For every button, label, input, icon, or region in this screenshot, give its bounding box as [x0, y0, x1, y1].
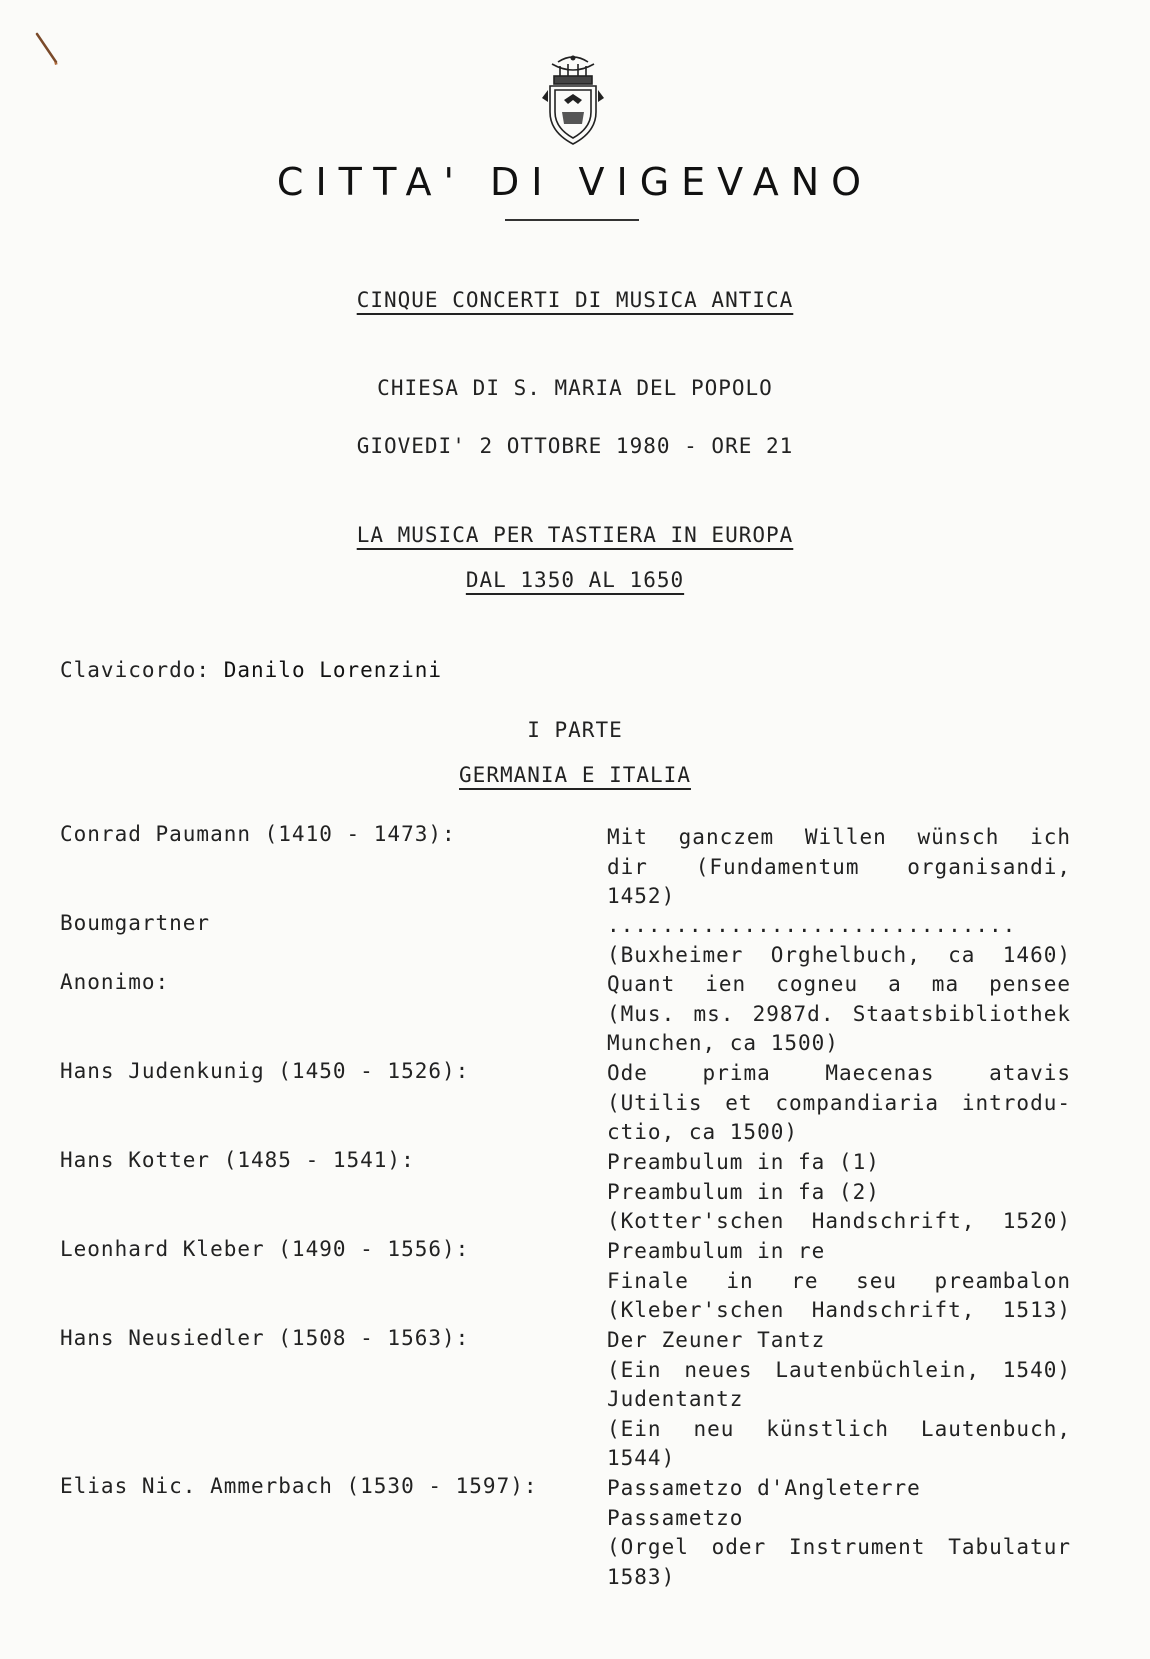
- work-line: (Kotter'schen Handschrift, 1520): [607, 1209, 1071, 1233]
- work-line: Preambulum in fa (1): [607, 1150, 880, 1174]
- composer-name: Anonimo:: [60, 970, 170, 994]
- composer-name: Leonhard Kleber (1490 - 1556):: [60, 1237, 470, 1261]
- composer-name: Boumgartner: [60, 911, 211, 935]
- work-line: 1583): [607, 1564, 676, 1589]
- series-title: CINQUE CONCERTI DI MUSICA ANTICA: [356, 288, 794, 312]
- work-list: [607, 1059, 1071, 1148]
- part-heading: I PARTE: [527, 718, 623, 742]
- venue: CHIESA DI S. MARIA DEL POPOLO: [377, 376, 773, 400]
- work-list: [607, 970, 1071, 1059]
- work-line: Finale in re seu preambalon: [607, 1268, 1071, 1293]
- work-list: [607, 1474, 1071, 1592]
- work-line: Quant ien cogneu a ma pensee: [607, 972, 1071, 996]
- work-line: (Orgel oder Instrument Tabulatur: [607, 1535, 1071, 1559]
- work-line: Passametzo: [607, 1505, 744, 1530]
- date-time: GIOVEDI' 2 OTTOBRE 1980 - ORE 21: [356, 434, 794, 458]
- program-title-line1: LA MUSICA PER TASTIERA IN EUROPA: [356, 523, 794, 547]
- work-line: ctio, ca 1500): [607, 1120, 799, 1144]
- work-line: (Utilis et compandiaria introdu-: [607, 1090, 1071, 1115]
- city-name: CITTA' DI VIGEVANO: [276, 160, 874, 204]
- work-line: (Buxheimer Orghelbuch, ca 1460): [607, 942, 1071, 967]
- work-line: Munchen, ca 1500): [607, 1031, 839, 1055]
- work-line: Der Zeuner Tantz: [607, 1328, 826, 1352]
- program-title-line2: DAL 1350 AL 1650: [465, 568, 685, 592]
- work-line: Judentantz: [607, 1387, 744, 1411]
- composer-name: Hans Judenkunig (1450 - 1526):: [60, 1059, 470, 1083]
- work-line: Passametzo d'Angleterre: [607, 1476, 921, 1500]
- performer-name: Danilo Lorenzini: [223, 658, 443, 682]
- work-line: (Mus. ms. 2987d. Staatsbibliothek: [607, 1001, 1071, 1026]
- work-line: Mit ganczem Willen wünsch ich: [607, 825, 1071, 849]
- work-list: [607, 1148, 1071, 1237]
- work-line: (Ein neu künstlich Lautenbuch,: [607, 1416, 1071, 1441]
- work-list: [607, 911, 1071, 970]
- instrument-label: Clavicordo:: [60, 658, 211, 682]
- work-line: (Ein neues Lautenbüchlein, 1540): [607, 1357, 1071, 1382]
- work-line: 1544): [607, 1446, 676, 1470]
- part-subheading: GERMANIA E ITALIA: [459, 763, 691, 787]
- composer-name: Hans Kotter (1485 - 1541):: [60, 1148, 415, 1172]
- work-list: [607, 823, 1071, 912]
- work-line: 1452): [607, 884, 676, 908]
- work-line: ..............................: [607, 913, 1017, 937]
- composer-name: Hans Neusiedler (1508 - 1563):: [60, 1326, 470, 1350]
- composer-name: Elias Nic. Ammerbach (1530 - 1597):: [60, 1474, 538, 1498]
- composer-name: Conrad Paumann (1410 - 1473):: [60, 822, 456, 846]
- work-list: [607, 1326, 1071, 1474]
- work-line: (Kleber'schen Handschrift, 1513): [607, 1298, 1071, 1322]
- work-list: [607, 1237, 1071, 1326]
- work-line: Preambulum in fa (2): [607, 1179, 880, 1204]
- work-line: Preambulum in re: [607, 1239, 826, 1263]
- work-line: dir (Fundamentum organisandi,: [607, 854, 1071, 879]
- work-line: Ode prima Maecenas atavis: [607, 1061, 1071, 1085]
